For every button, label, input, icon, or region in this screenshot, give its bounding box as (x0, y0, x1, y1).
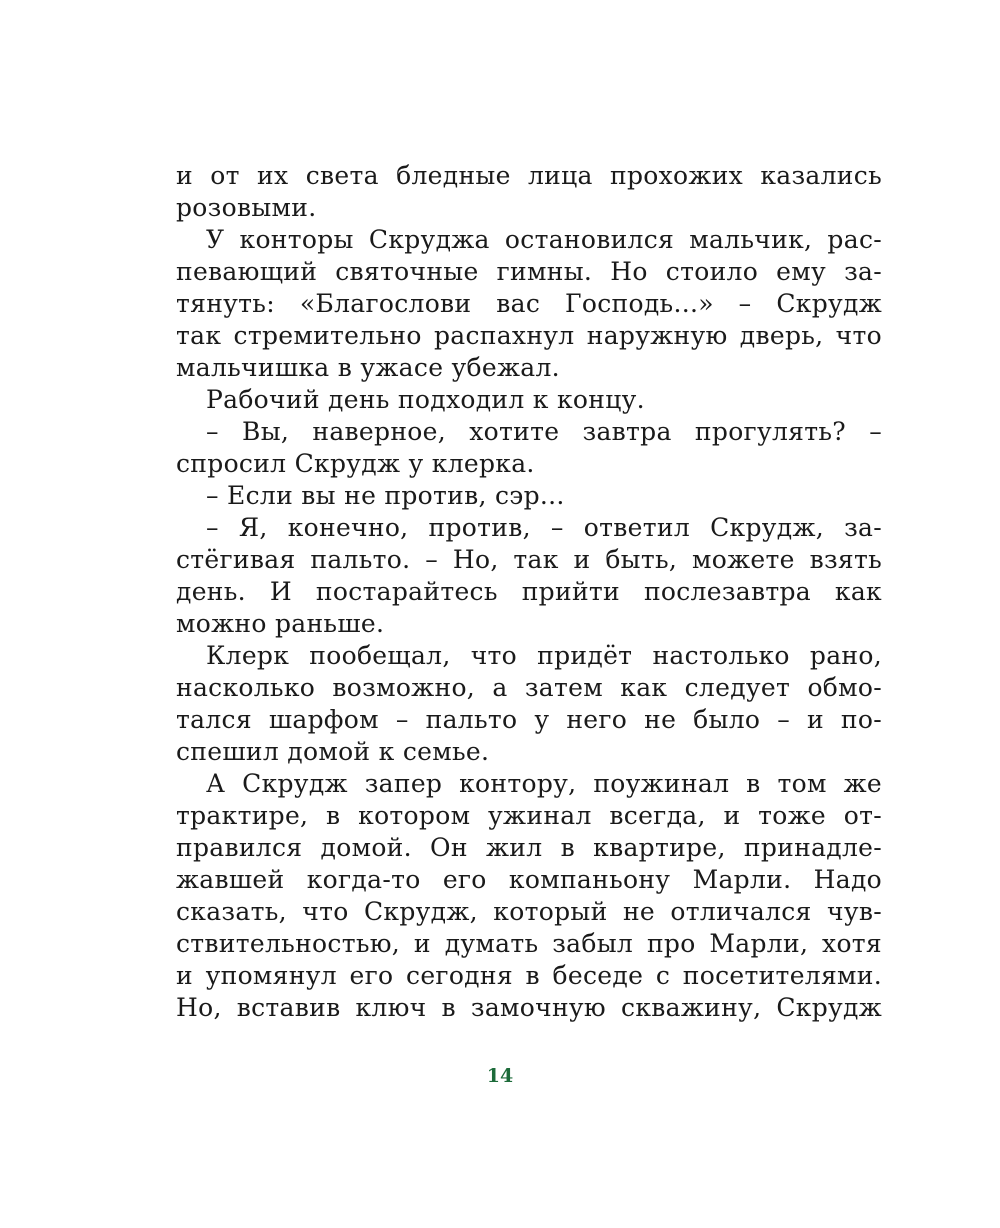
text-line: можно раньше. (176, 609, 385, 638)
text-line: Рабочий день подходил к концу. (206, 385, 645, 414)
text-line: певающий святочные гимны. Но стоило ему за- (176, 257, 882, 286)
page-number: 14 (486, 1065, 514, 1087)
text-line: – Я, конечно, против, – ответил Скрудж, за- (206, 513, 882, 542)
text-line: трактире, в котором ужинал всегда, и тоже от- (176, 801, 882, 830)
text-line: день. И постарайтесь прийти послезавтра как (176, 577, 882, 606)
text-line: стёгивая пальто. – Но, так и быть, можете взять (176, 545, 882, 574)
text-line: – Вы, наверное, хотите завтра прогулять? – (206, 417, 882, 446)
text-line: – Если вы не против, сэр... (206, 481, 565, 510)
text-line: тянуть: «Благослови вас Господь...» – Скрудж (176, 289, 882, 318)
text-line: сказать, что Скрудж, который не отличался чув- (176, 897, 882, 926)
text-line: У конторы Скруджа остановился мальчик, рас- (206, 225, 882, 254)
text-line: мальчишка в ужасе убежал. (176, 353, 560, 382)
text-line: жавшей когда-то его компаньону Марли. Надо (176, 865, 882, 894)
text-line: спросил Скрудж у клерка. (176, 449, 535, 478)
text-line: А Скрудж запер контору, поужинал в том же (206, 769, 882, 798)
text-line: Но, вставив ключ в замочную скважину, Скрудж (176, 993, 882, 1022)
body-text (176, 160, 882, 1024)
text-line: и упомянул его сегодня в беседе с посетителями. (176, 961, 882, 990)
text-line: спешил домой к семье. (176, 737, 490, 766)
text-line: тался шарфом – пальто у него не было – и по- (176, 705, 882, 734)
text-line: розовыми. (176, 193, 317, 222)
text-line: Клерк пообещал, что придёт настолько рано, (206, 641, 882, 670)
text-line: правился домой. Он жил в квартире, принадле- (176, 833, 882, 862)
text-line: насколько возможно, а затем как следует обмо- (176, 673, 882, 702)
text-line: и от их света бледные лица прохожих казались (176, 161, 882, 190)
text-line: так стремительно распахнул наружную дверь, что (176, 321, 882, 350)
text-line: ствительностью, и думать забыл про Марли, хотя (176, 929, 882, 958)
